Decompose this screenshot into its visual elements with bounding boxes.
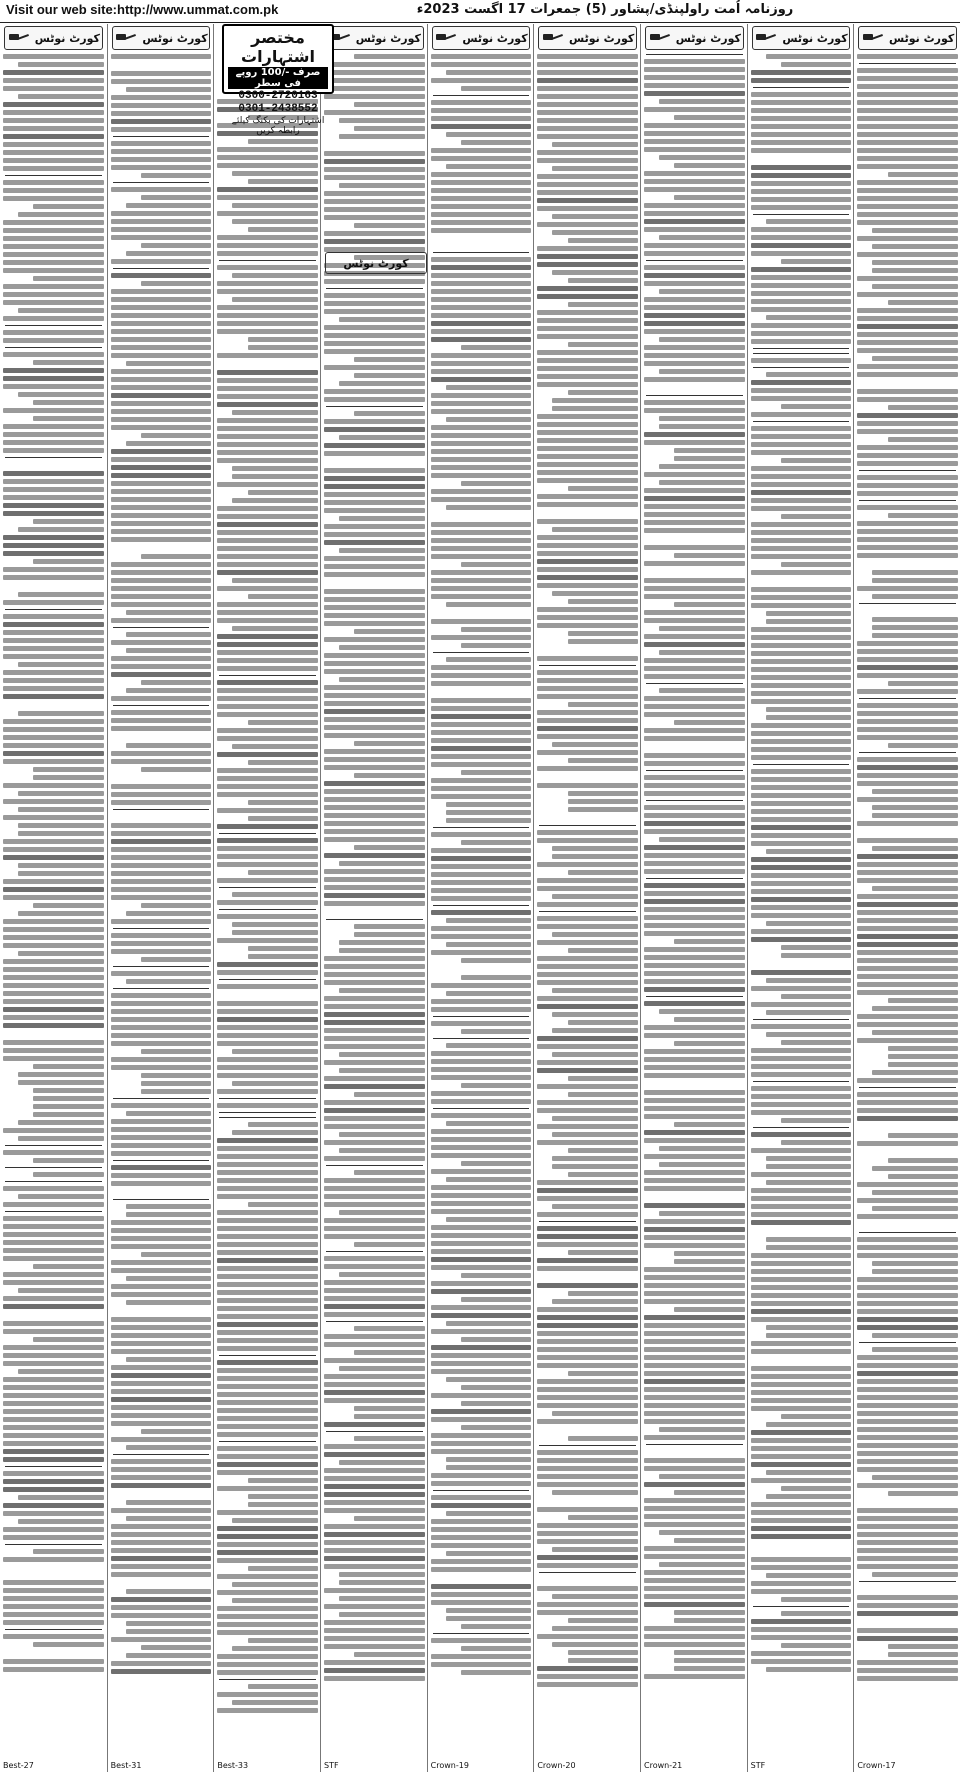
- notice-divider: [219, 260, 316, 261]
- column-footer-code: Best-31: [110, 1761, 142, 1770]
- notice-divider: [433, 252, 530, 253]
- notice-column: [0, 24, 107, 1772]
- notice-divider: [5, 1181, 102, 1182]
- court-notice-header: [645, 26, 744, 50]
- notice-divider: [753, 87, 850, 88]
- notice-divider: [219, 675, 316, 676]
- notice-divider: [433, 652, 530, 653]
- website-url[interactable]: Visit our web site:http://www.ummat.com.pk: [6, 2, 279, 17]
- notice-divider: [5, 1466, 102, 1467]
- notice-divider: [646, 683, 743, 684]
- notice-column: [640, 24, 748, 1772]
- notice-divider: [646, 54, 743, 55]
- notice-divider: [753, 353, 850, 354]
- notice-divider: [859, 1342, 956, 1343]
- ad-phone-2: 0301-2438552: [238, 103, 318, 115]
- notice-divider: [433, 95, 530, 96]
- notice-divider: [859, 698, 956, 699]
- court-notice-header: [4, 26, 103, 50]
- notice-column: [533, 24, 641, 1772]
- court-notice-box: کورٹ نوٹس: [325, 252, 427, 274]
- gavel-icon: [541, 32, 563, 44]
- ad-phone-1: 0300-2720163: [238, 90, 318, 102]
- notice-text: [854, 54, 960, 1681]
- notice-divider: [5, 457, 102, 458]
- notice-divider: [219, 1098, 316, 1099]
- notice-divider: [113, 1160, 210, 1161]
- notice-divider: [433, 1490, 530, 1491]
- notice-divider: [433, 905, 530, 906]
- notice-divider: [859, 1087, 956, 1088]
- notice-divider: [859, 470, 956, 471]
- notice-divider: [646, 800, 743, 801]
- notice-divider: [113, 705, 210, 706]
- notice-divider: [5, 1629, 102, 1630]
- notice-divider: [753, 1019, 850, 1020]
- notice-divider: [326, 1431, 423, 1432]
- court-notice-title: کورٹ نوٹس: [889, 31, 955, 45]
- court-notice-title: کورٹ نوٹس: [782, 31, 848, 45]
- notice-columns: [0, 24, 960, 1772]
- notice-divider: [219, 1441, 316, 1442]
- notice-divider: [219, 887, 316, 888]
- notice-divider: [646, 1444, 743, 1445]
- notice-divider: [113, 1098, 210, 1099]
- notice-divider: [326, 406, 423, 407]
- notice-divider: [859, 752, 956, 753]
- notice-divider: [646, 395, 743, 396]
- notice-text: [214, 99, 321, 1713]
- notice-column: [853, 24, 960, 1772]
- notice-text: [748, 54, 855, 1672]
- column-footer-code: Best-27: [3, 1761, 34, 1770]
- notice-divider: [646, 260, 743, 261]
- ad-title: مختصر اشتہارات: [241, 28, 315, 66]
- gavel-icon: [648, 32, 670, 44]
- notice-text: [534, 54, 641, 1687]
- notice-divider: [646, 996, 743, 997]
- notice-divider: [113, 966, 210, 967]
- notice-divider: [326, 1165, 423, 1166]
- notice-divider: [859, 1581, 956, 1582]
- notice-divider: [753, 1081, 850, 1082]
- notice-divider: [539, 665, 636, 666]
- court-notice-header: [752, 26, 851, 50]
- court-notice-header: [325, 26, 424, 50]
- notice-text: [108, 54, 215, 1674]
- notice-column: [427, 24, 535, 1772]
- court-notice-header: [538, 26, 637, 50]
- notice-divider: [326, 288, 423, 289]
- court-notice-header: [858, 26, 957, 50]
- notice-divider: [113, 136, 210, 137]
- notice-divider: [219, 979, 316, 980]
- notice-divider: [539, 911, 636, 912]
- column-footer-code: Best-33: [217, 1761, 249, 1770]
- notice-divider: [113, 1454, 210, 1455]
- notice-divider: [753, 1606, 850, 1607]
- notice-divider: [433, 1016, 530, 1017]
- notice-divider: [859, 1232, 956, 1233]
- notice-divider: [753, 764, 850, 765]
- notice-divider: [5, 609, 102, 610]
- notice-divider: [326, 919, 423, 920]
- gavel-icon: [434, 32, 456, 44]
- notice-divider: [5, 347, 102, 348]
- column-footer-code: STF: [750, 1761, 766, 1770]
- column-footer-code: Crown-21: [644, 1761, 683, 1770]
- notice-divider: [113, 268, 210, 269]
- notice-divider: [646, 878, 743, 879]
- notice-divider: [539, 1445, 636, 1446]
- gavel-icon: [754, 32, 776, 44]
- notice-divider: [753, 348, 850, 349]
- notice-divider: [539, 1221, 636, 1222]
- notice-divider: [113, 928, 210, 929]
- notice-divider: [219, 833, 316, 834]
- column-footer-code: Crown-17: [857, 1761, 896, 1770]
- notice-divider: [113, 182, 210, 183]
- notice-divider: [113, 809, 210, 810]
- notice-column: [107, 24, 215, 1772]
- notice-divider: [539, 825, 636, 826]
- notice-divider: [433, 1038, 530, 1039]
- notice-text: [428, 54, 535, 1675]
- notice-divider: [326, 1321, 423, 1322]
- column-footer-code: STF: [324, 1761, 339, 1770]
- notice-divider: [219, 1117, 316, 1118]
- court-notice-title: کورٹ نوٹس: [355, 31, 421, 45]
- ad-booking: اشتہارات کی بکنگ کیلئے رابطہ کریں: [231, 116, 325, 136]
- court-notice-title: کورٹ نوٹس: [34, 31, 100, 45]
- notice-column: [213, 24, 321, 1772]
- notice-divider: [5, 1167, 102, 1168]
- notice-divider: [859, 603, 956, 604]
- gavel-icon: [861, 32, 883, 44]
- ad-rate: صرف -/100 روپے فی سطر: [228, 67, 328, 89]
- notice-divider: [219, 909, 316, 910]
- notice-divider: [219, 1112, 316, 1113]
- court-notice-title: کورٹ نوٹس: [462, 31, 528, 45]
- newspaper-dateline: روزنامہ اُمت راولپنڈی/پشاور (5) جمعرات 17 اگست 2023ء: [416, 2, 794, 17]
- column-footer-code: Crown-20: [537, 1761, 576, 1770]
- notice-column: [747, 24, 855, 1772]
- notice-column: [320, 24, 428, 1772]
- classified-ad-box: [222, 24, 334, 136]
- court-notice-title: کورٹ نوٹس: [142, 31, 208, 45]
- notice-divider: [5, 1145, 102, 1146]
- notice-divider: [433, 827, 530, 828]
- court-notice-header: [112, 26, 211, 50]
- notice-divider: [433, 1108, 530, 1109]
- notice-text: [321, 54, 428, 1681]
- notice-divider: [539, 1572, 636, 1573]
- masthead: [0, 0, 960, 23]
- court-notice-header: [432, 26, 531, 50]
- notice-divider: [859, 500, 956, 501]
- notice-divider: [5, 325, 102, 326]
- notice-divider: [5, 1544, 102, 1545]
- notice-divider: [753, 421, 850, 422]
- notice-text: [641, 54, 748, 1679]
- notice-divider: [859, 63, 956, 64]
- notice-divider: [753, 1127, 850, 1128]
- notice-text: [0, 54, 107, 1672]
- notice-divider: [753, 367, 850, 368]
- column-footer-code: Crown-19: [430, 1761, 469, 1770]
- notice-divider: [5, 1211, 102, 1212]
- notice-divider: [113, 627, 210, 628]
- gavel-icon: [114, 32, 136, 44]
- notice-divider: [433, 1633, 530, 1634]
- notice-divider: [326, 1251, 423, 1252]
- court-notice-title: کورٹ نوٹس: [569, 31, 635, 45]
- notice-divider: [113, 1199, 210, 1200]
- gavel-icon: [7, 32, 29, 44]
- notice-divider: [5, 175, 102, 176]
- notice-divider: [219, 1679, 316, 1680]
- notice-divider: [113, 988, 210, 989]
- notice-divider: [646, 770, 743, 771]
- notice-divider: [753, 214, 850, 215]
- court-notice-title: کورٹ نوٹس: [675, 31, 741, 45]
- notice-divider: [219, 1355, 316, 1356]
